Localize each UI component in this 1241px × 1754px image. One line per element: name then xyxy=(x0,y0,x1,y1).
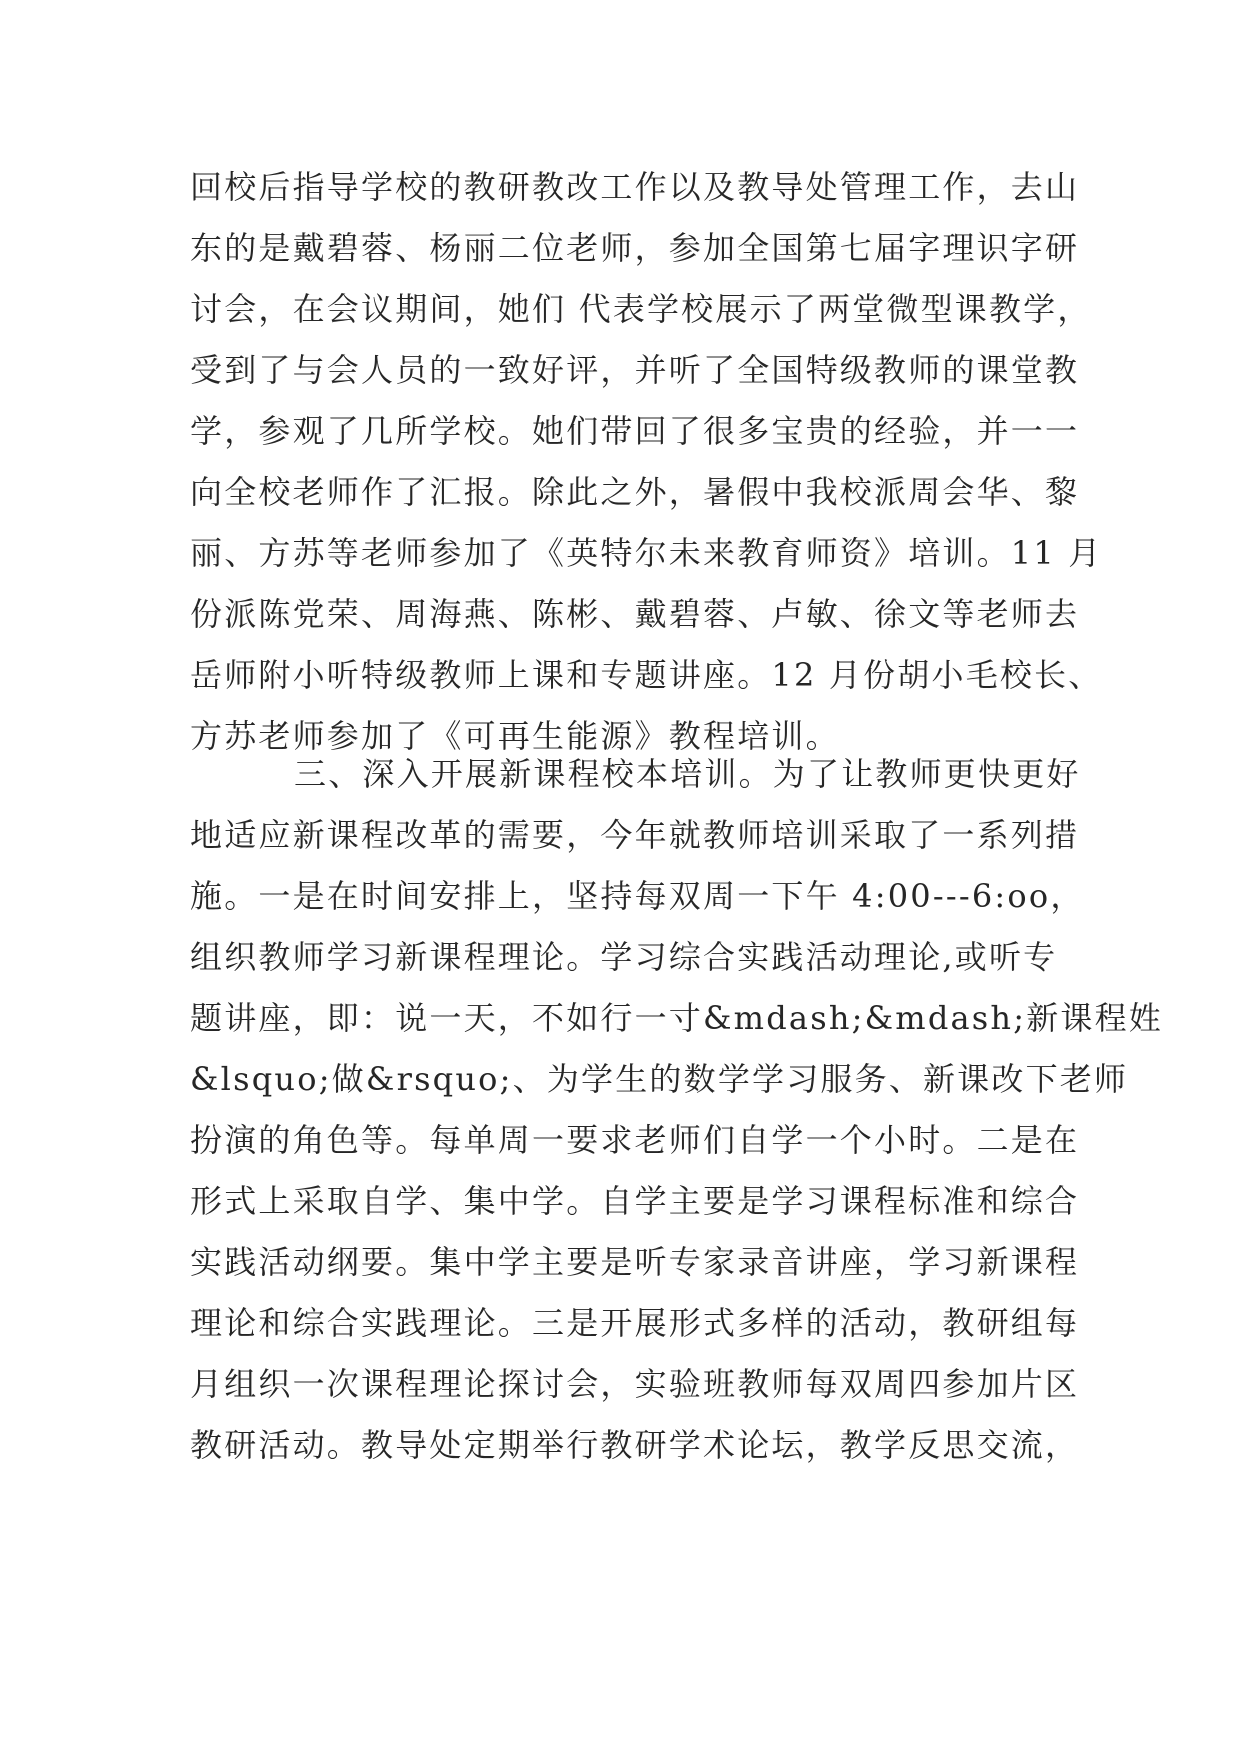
text-line: 丽、方苏等老师参加了《英特尔未来教育师资》培训。11 月 xyxy=(190,534,1103,572)
text-line: 教研活动。教导处定期举行教研学术论坛，教学反思交流， xyxy=(190,1426,1080,1464)
text-line: 受到了与会人员的一致好评，并听了全国特级教师的课堂教 xyxy=(190,351,1080,389)
text-line: 形式上采取自学、集中学。自学主要是学习课程标准和综合 xyxy=(190,1182,1080,1220)
text-line: 理论和综合实践理论。三是开展形式多样的活动，教研组每 xyxy=(190,1304,1080,1342)
text-line: 回校后指导学校的教研教改工作以及教导处管理工作，去山 xyxy=(190,168,1080,206)
text-line: 施。一是在时间安排上，坚持每双周一下午 4:00---6:oo， xyxy=(190,877,1085,915)
paragraph-teacher-training-trips xyxy=(190,157,1103,767)
text-line: &lsquo;做&rsquo;、为学生的数学学习服务、新课改下老师 xyxy=(190,1060,1129,1098)
text-line: 向全校老师作了汇报。除此之外，暑假中我校派周会华、黎 xyxy=(190,473,1080,511)
text-line: 讨会，在会议期间，她们 代表学校展示了两堂微型课教学， xyxy=(190,290,1092,328)
section-heading-line: 三、深入开展新课程校本培训。为了让教师更快更好 xyxy=(294,755,1081,793)
text-line: 份派陈党荣、周海燕、陈彬、戴碧蓉、卢敏、徐文等老师去 xyxy=(190,595,1080,633)
text-line: 月组织一次课程理论探讨会，实验班教师每双周四参加片区 xyxy=(190,1365,1080,1403)
text-line: 扮演的角色等。每单周一要求老师们自学一个小时。二是在 xyxy=(190,1121,1080,1159)
text-line: 地适应新课程改革的需要，今年就教师培训采取了一系列措 xyxy=(190,816,1080,854)
text-line: 学，参观了几所学校。她们带回了很多宝贵的经验，并一一 xyxy=(190,412,1080,450)
text-line: 实践活动纲要。集中学主要是听专家录音讲座，学习新课程 xyxy=(190,1243,1080,1281)
text-line: 方苏老师参加了《可再生能源》教程培训。 xyxy=(190,717,840,755)
text-line: 东的是戴碧蓉、杨丽二位老师，参加全国第七届字理识字研 xyxy=(190,229,1080,267)
text-line: 组织教师学习新课程理论。学习综合实践活动理论,或听专 xyxy=(190,938,1058,976)
paragraph-school-based-training xyxy=(190,744,1164,1476)
text-line: 题讲座，即：说一天，不如行一寸&mdash;&mdash;新课程姓 xyxy=(190,999,1164,1037)
text-line: 岳师附小听特级教师上课和专题讲座。12 月份胡小毛校长、 xyxy=(190,656,1103,694)
